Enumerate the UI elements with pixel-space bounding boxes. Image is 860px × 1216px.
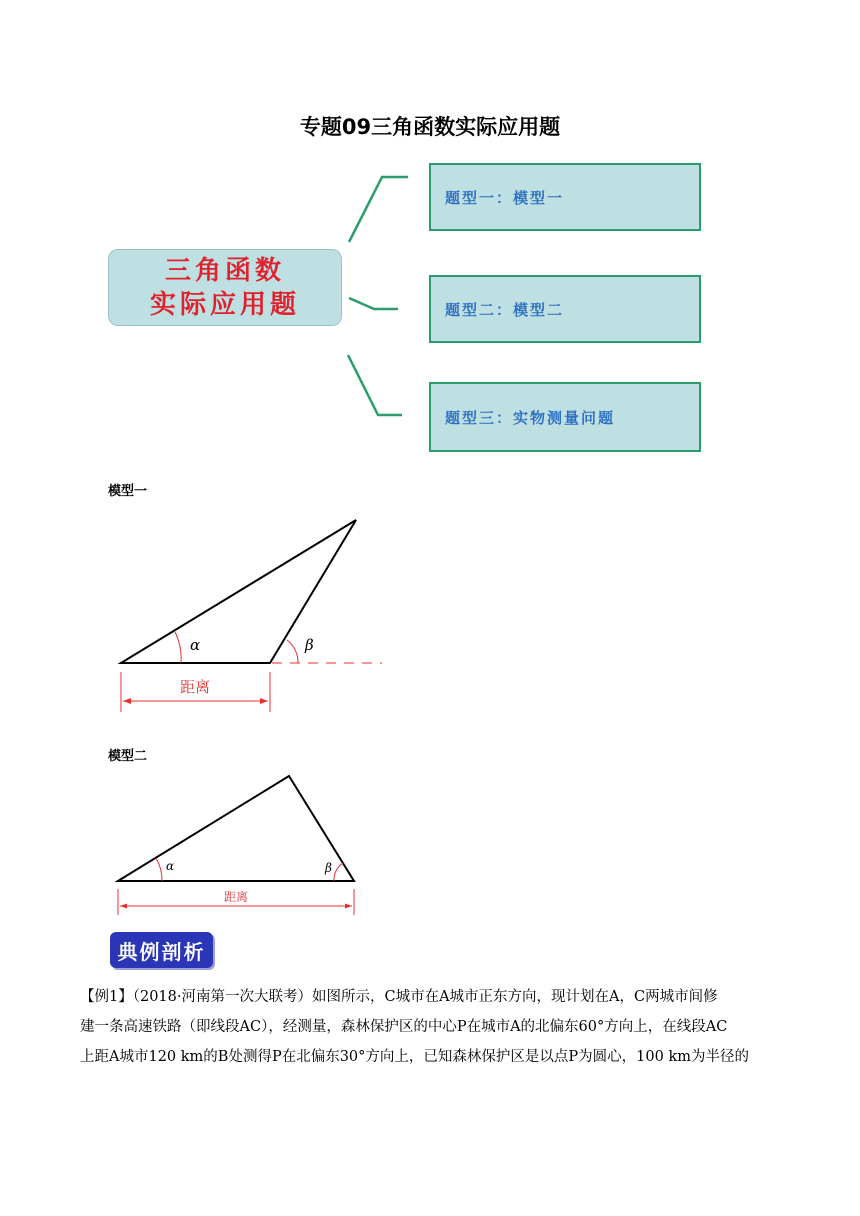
mindmap-root-line1: 三角函数: [164, 255, 285, 286]
model1-beta-label: β: [305, 636, 314, 654]
example-line-2: 建一条高速铁路（即线段AC），经测量，森林保护区的中心P在城市A的北偏东60°方向上，在线段AC: [80, 1019, 728, 1035]
mindmap-branch-2: 题型二：模型二: [429, 275, 701, 343]
example-line-1: 【例1】（2018·河南第一次大联考）如图所示，C城市在A城市正东方向，现计划在A，C两城市间修: [80, 989, 718, 1005]
model1-alpha-label: α: [190, 636, 201, 654]
model2-beta-label: β: [325, 861, 332, 875]
model2-beta-arc: [334, 863, 343, 881]
model1-heading: 模型一: [108, 484, 148, 499]
model1-distance-label: 距离: [179, 678, 211, 696]
model2-triangle: [118, 776, 354, 881]
model2-heading: 模型二: [108, 749, 148, 764]
mindmap-root-line2: 实际应用题: [149, 289, 300, 320]
mindmap-branch-1: 题型一：模型一: [429, 163, 701, 231]
example-line-3: 上距A城市120 km的B处测得P在北偏东30°方向上，已知森林保护区是以点P为圆心，100 km为半径的: [80, 1049, 749, 1065]
mindmap-branch-3: 题型三：实物测量问题: [429, 382, 701, 452]
model2-distance-label: 距离: [223, 890, 249, 904]
example-badge: 典例剖析: [110, 932, 213, 968]
page-title: 专题09三角函数实际应用题: [299, 115, 561, 139]
example-paragraph: [80, 982, 786, 1072]
model2-alpha-arc: [156, 858, 162, 881]
model2-alpha-label: α: [166, 859, 175, 873]
